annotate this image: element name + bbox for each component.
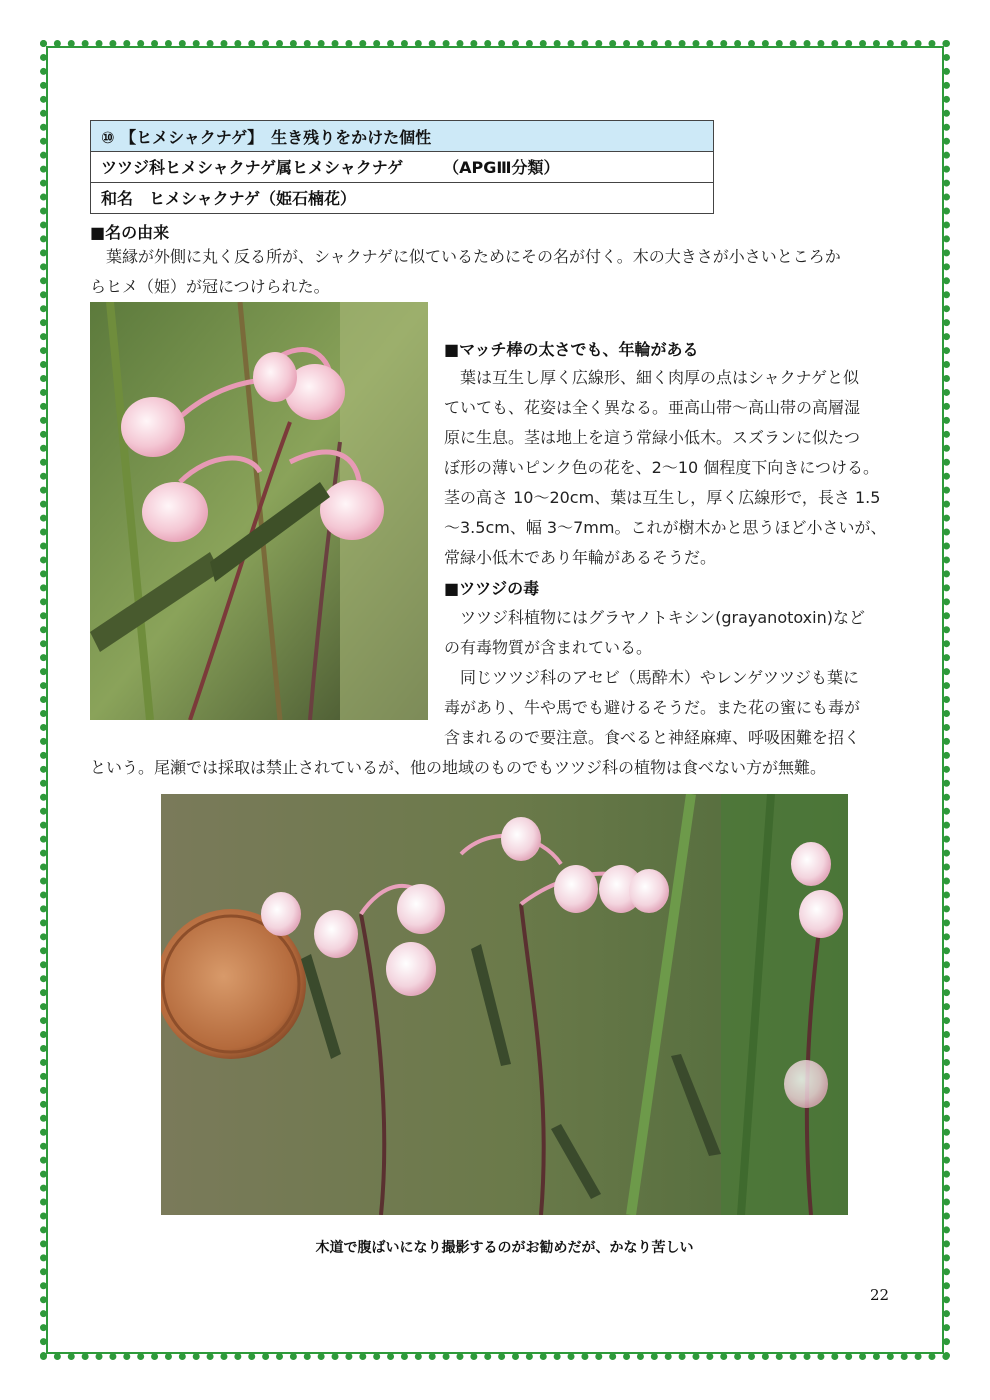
- header-box: [90, 120, 714, 214]
- flower-photo-closeup: [90, 302, 428, 720]
- paragraph-poison-3: 同じツツジ科のアセビ（馬酔木）やレンゲツツジも葉に: [444, 668, 859, 687]
- paragraph-rings-4: ぼ形の薄いピンク色の花を、2～10 個程度下向きにつける。: [444, 458, 879, 477]
- page-number: 22: [870, 1286, 890, 1304]
- paragraph-name-origin-1: 葉縁が外側に丸く反る所が、シャクナゲに似ているためにその名が付く。木の大きさが小さいところか: [90, 247, 841, 266]
- paragraph-name-origin-2: らヒメ（姫）が冠につけられた。: [90, 277, 330, 296]
- heading-poison: ■ツツジの毒: [444, 579, 540, 598]
- header-classification: ツツジ科ヒメシャクナゲ属ヒメシャクナゲ （APGⅢ分類）: [91, 152, 713, 183]
- photo-caption: 木道で腹ばいになり撮影するのがお勧めだが、かなり苦しい: [315, 1240, 694, 1256]
- paragraph-poison-6: という。尾瀬では採取は禁止されているが、他の地域のものでもツツジ科の植物は食べない方が無難。: [90, 758, 827, 777]
- header-title: ⑩ 【ヒメシャクナゲ】 生き残りをかけた個性: [91, 121, 713, 152]
- flower-photo-with-coin: [161, 794, 848, 1215]
- paragraph-poison-4: 毒があり、牛や馬でも避けるそうだ。また花の蜜にも毒が: [444, 698, 861, 717]
- paragraph-rings-7: 常緑小低木であり年輪があるそうだ。: [444, 548, 717, 567]
- paragraph-poison-1: ツツジ科植物にはグラヤノトキシン(grayanotoxin)など: [444, 608, 865, 627]
- header-japanese-name: 和名 ヒメシャクナゲ（姫石楠花）: [101, 189, 357, 208]
- paragraph-rings-1: 葉は互生し厚く広線形、細く肉厚の点はシャクナゲと似: [444, 368, 860, 387]
- paragraph-poison-5: 含まれるので要注意。食べると神経麻痺、呼吸困難を招く: [444, 728, 861, 747]
- paragraph-rings-2: ていても、花姿は全く異なる。亜高山帯～高山帯の高層湿: [444, 398, 861, 417]
- heading-rings: ■マッチ棒の太さでも、年輪がある: [444, 340, 699, 359]
- heading-name-origin: ■名の由来: [90, 223, 170, 242]
- paragraph-rings-5: 茎の高さ 10～20cm、葉は互生し，厚く広線形で，長さ 1.5: [444, 488, 881, 507]
- paragraph-poison-2: の有毒物質が含まれている。: [444, 638, 653, 657]
- paragraph-rings-3: 原に生息。茎は地上を這う常緑小低木。スズランに似たつ: [444, 428, 861, 447]
- paragraph-rings-6: ～3.5cm、幅 3～7mm。これが樹木かと思うほど小さいが、: [444, 518, 887, 537]
